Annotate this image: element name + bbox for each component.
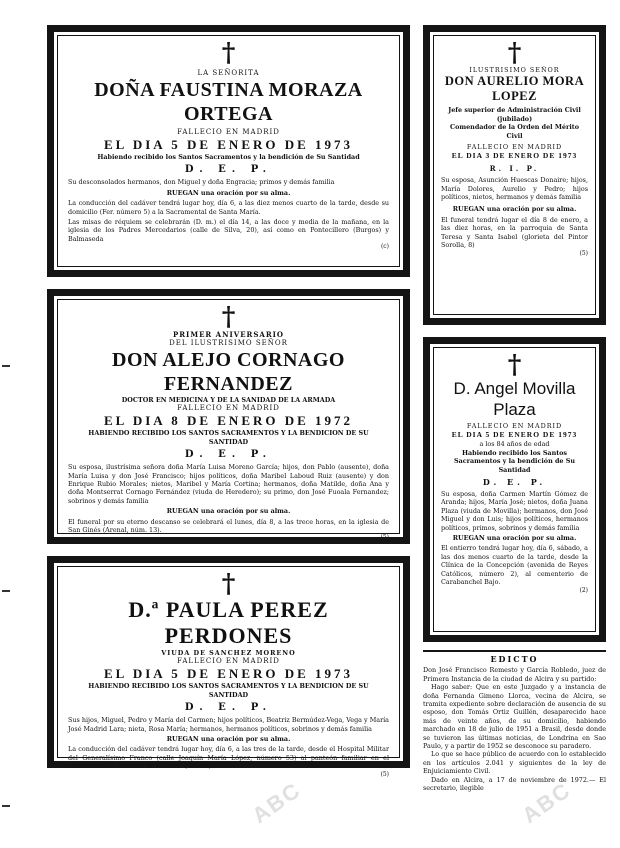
dep-mark: D. E. P. <box>184 449 273 461</box>
obituary-cornago <box>47 289 410 544</box>
funeral: El funeral por su eterno descanso se celebrará el lunes, día 8, a las trece horas, en la iglesia de San Ginés (Arenal, núm. 13). <box>68 517 389 535</box>
ref-number: (5) <box>380 770 389 778</box>
conduction: La conducción del cadáver tendrá lugar hoy, día 6, a las tres de la tarde, desde el Hospital Militar del Generalísimo Franco (calle Joaquín María López, número 53) al panteón familiar en el cementerio de Talavera de la Reina (Toledo). <box>68 745 389 771</box>
death-date: EL DIA 5 DE ENERO DE 1973 <box>103 137 354 152</box>
deceased-name: DOÑA FAUSTINA MORAZA ORTEGA <box>94 79 363 125</box>
rip-mark: R. I. P. <box>489 164 540 174</box>
divider <box>423 650 606 652</box>
deceased-name-line2: Plaza <box>493 400 536 419</box>
conduction: La conducción del cadáver tendrá lugar hoy, día 6, a las diez menos cuarto de la tarde, desde su domicilio (Fer. número 5) a la Sacramental de Santa María. <box>68 199 389 216</box>
masses: Las misas de réquiem se celebrarán (D. m.) el día 14, a las doce y media de la mañana, en la iglesia de los Padres Mercedarios (calle de Silva, 20), así como en Pontecillero (Burgos) y Balmaseda <box>68 218 389 243</box>
honorific: ILUSTRISIMO SEÑOR <box>469 66 560 74</box>
dep-mark: D. E. P. <box>184 702 273 714</box>
role: Jefe superior de Administración Civil (jubilado) <box>448 106 581 123</box>
watermark: ABC <box>247 776 306 829</box>
sacraments: Habiendo recibido los Santos Sacramentos y la bendición de Su Santidad <box>454 448 575 474</box>
watermark: ABC <box>517 776 576 829</box>
family: Su esposa, doña Carmen Martín Gómez de Aranda; hijos, María José; nietos, doña Juana Plaza (viuda de Movilla); hermanos, don José Miguel y don Luis; hijos políticos, hermanos políticos, primos, sobrinos y demás familia <box>441 490 588 532</box>
ref-number: (5) <box>380 534 389 542</box>
deceased-name-line1: D. Angel Movilla <box>453 379 576 398</box>
obituary-perez <box>47 556 410 778</box>
cross-icon: † <box>507 38 522 68</box>
edict-intro: Don José Francisco Remesto y García Robledo, juez de Primera Instancia de la ciudad de Alcira y su partido: <box>423 666 606 683</box>
died-in: FALLECIO EN MADRID <box>177 657 280 666</box>
profession: DOCTOR EN MEDICINA Y DE LA SANIDAD DE LA ARMADA <box>121 396 336 404</box>
death-date: EL DIA 5 DE ENERO DE 1973 <box>103 666 354 682</box>
died-in: FALLECIO EN MADRID <box>466 422 563 430</box>
prayer-request: RUEGAN una oración por su alma. <box>166 507 291 516</box>
obituary-moraza <box>47 25 410 277</box>
burial: El entierro tendrá lugar hoy, día 6, sábado, a las dos menos cuarto de la tarde, desde la Clínica de la Concepción (avenida de Reyes Católicos, número 2), al cementerio de Carabanchel Bajo. <box>441 544 588 587</box>
funeral: El funeral tendrá lugar el día 8 de enero, a las diez horas, en la parroquia de Santa Teresa y Santa Isabel (glorieta del Pintor Sorolla, 8) <box>441 216 588 250</box>
dep-mark: D. E. P. <box>482 477 547 488</box>
ref-number: (5) <box>579 249 588 257</box>
prayer-request: RUEGAN una oración por su alma. <box>452 534 577 543</box>
obituary-mora <box>423 25 606 325</box>
cross-icon: † <box>507 350 522 380</box>
family: Su esposa, Asunción Huescas Donaire; hijos, María Dolores, Aurelio y Pedro; hijos políticos, nietos, hermanos y demás familia <box>441 176 588 202</box>
death-date: EL DIA 8 DE ENERO DE 1972 <box>103 413 354 429</box>
cross-icon: † <box>221 38 236 68</box>
honorific: LA SEÑORITA <box>197 69 260 77</box>
age: a los 84 años de edad <box>479 440 550 449</box>
dep-mark: D. E. P. <box>184 164 273 176</box>
edict <box>423 655 606 840</box>
cross-icon: † <box>221 302 236 332</box>
deceased-name: D.ª PAULA PEREZ PERDONES <box>128 597 329 648</box>
prayer-request: RUEGAN una oración por su alma. <box>166 735 291 744</box>
decoration: Comendador de la Orden del Mérito Civil <box>450 123 579 140</box>
honorific: DEL ILUSTRISIMO SEÑOR <box>169 339 288 347</box>
prayer-request: RUEGAN una oración por su alma. <box>452 204 577 213</box>
family: Sus hijos, Miguel, Pedro y María del Carmen; hijos políticos, Beatriz Bermúdez-Vega, Vega y María José Madrid Lara; nieta, Rosa María; hermanos, hermanos políticos, sobrinos y demás familia <box>68 716 389 733</box>
ref-number: (2) <box>579 586 588 594</box>
deceased-name-line1: DON AURELIO MORA <box>444 74 585 89</box>
died-in: FALLECIO EN MADRID <box>177 128 280 136</box>
sacraments: HABIENDO RECIBIDO LOS SANTOS SACRAMENTOS Y LA BENDICION DE SU SANTIDAD <box>88 429 369 446</box>
edict-body: Hago saber: Que en este Juzgado y a instancia de doña Fernanda Gimeno Llorca, vecina de Alcira, se tramita expediente sobre declaración de ausencia de su esposo, don Tomás Ortiz Guillén, desaparecido hace más de veinte años, de su domicilio, habiendo marchado en 18 de julio de 1951 a Brasil, desde donde se tuvieron las últimas noticias, de Londrina en Sao Paulo, y a partir de 1952 se desconoce su paradero. <box>423 683 606 751</box>
family: Su esposa, ilustrísima señora doña María Luisa Moreno García; hijos, don Pablo (ausente), doña María Luisa y don José Francisco; hijos políticos, doña Maribel Laboud Ruiz (ausente) y don Enrique Rubio Morales; nietos, Maribel y María Cortina; hermanos, doña Matilde, doña Ana y doña Montserrat Cornago Fernández (viuda de Heredero); su primo, don José Fuoala Fernandez; sobrinos y demás familia <box>68 463 389 505</box>
edict-signature: Dado en Alcira, a 17 de noviembre de 1972.— El secretario, ilegible <box>423 775 606 793</box>
deceased-name-line2: LOPEZ <box>492 89 537 104</box>
sacraments: HABIENDO RECIBIDO LOS SANTOS SACRAMENTOS Y LA BENDICION DE SU SANTIDAD <box>88 682 369 699</box>
death-date: EL DIA 5 DE ENERO DE 1973 <box>451 430 578 440</box>
died-in: FALLECIO EN MADRID <box>177 404 280 413</box>
ref-number: (c) <box>380 243 389 251</box>
cross-icon: † <box>221 569 236 599</box>
widow-of: VIUDA DE SANCHEZ MORENO <box>161 649 296 657</box>
edict-law: Lo que se hace público de acuerdo con lo establecido en los artículos 2.041 y siguientes de la ley de Enjuiciamiento Civil. <box>423 750 606 776</box>
edict-title: EDICTO <box>490 654 539 664</box>
family: Su desconsolados hermanos, don Miguel y doña Engracia; primos y demás familia <box>68 178 335 187</box>
death-date: EL DIA 3 DE ENERO DE 1973 <box>451 151 578 161</box>
died-in: FALLECIO EN MADRID <box>466 143 563 152</box>
deceased-name: DON ALEJO CORNAGO FERNANDEZ <box>112 349 345 395</box>
sacraments: Habiendo recibido los Santos Sacramentos y la bendición de Su Santidad <box>97 153 360 161</box>
anniversary: PRIMER ANIVERSARIO <box>172 330 285 339</box>
obituary-movilla <box>423 337 606 642</box>
prayer-request: RUEGAN una oración por su alma. <box>166 188 291 197</box>
